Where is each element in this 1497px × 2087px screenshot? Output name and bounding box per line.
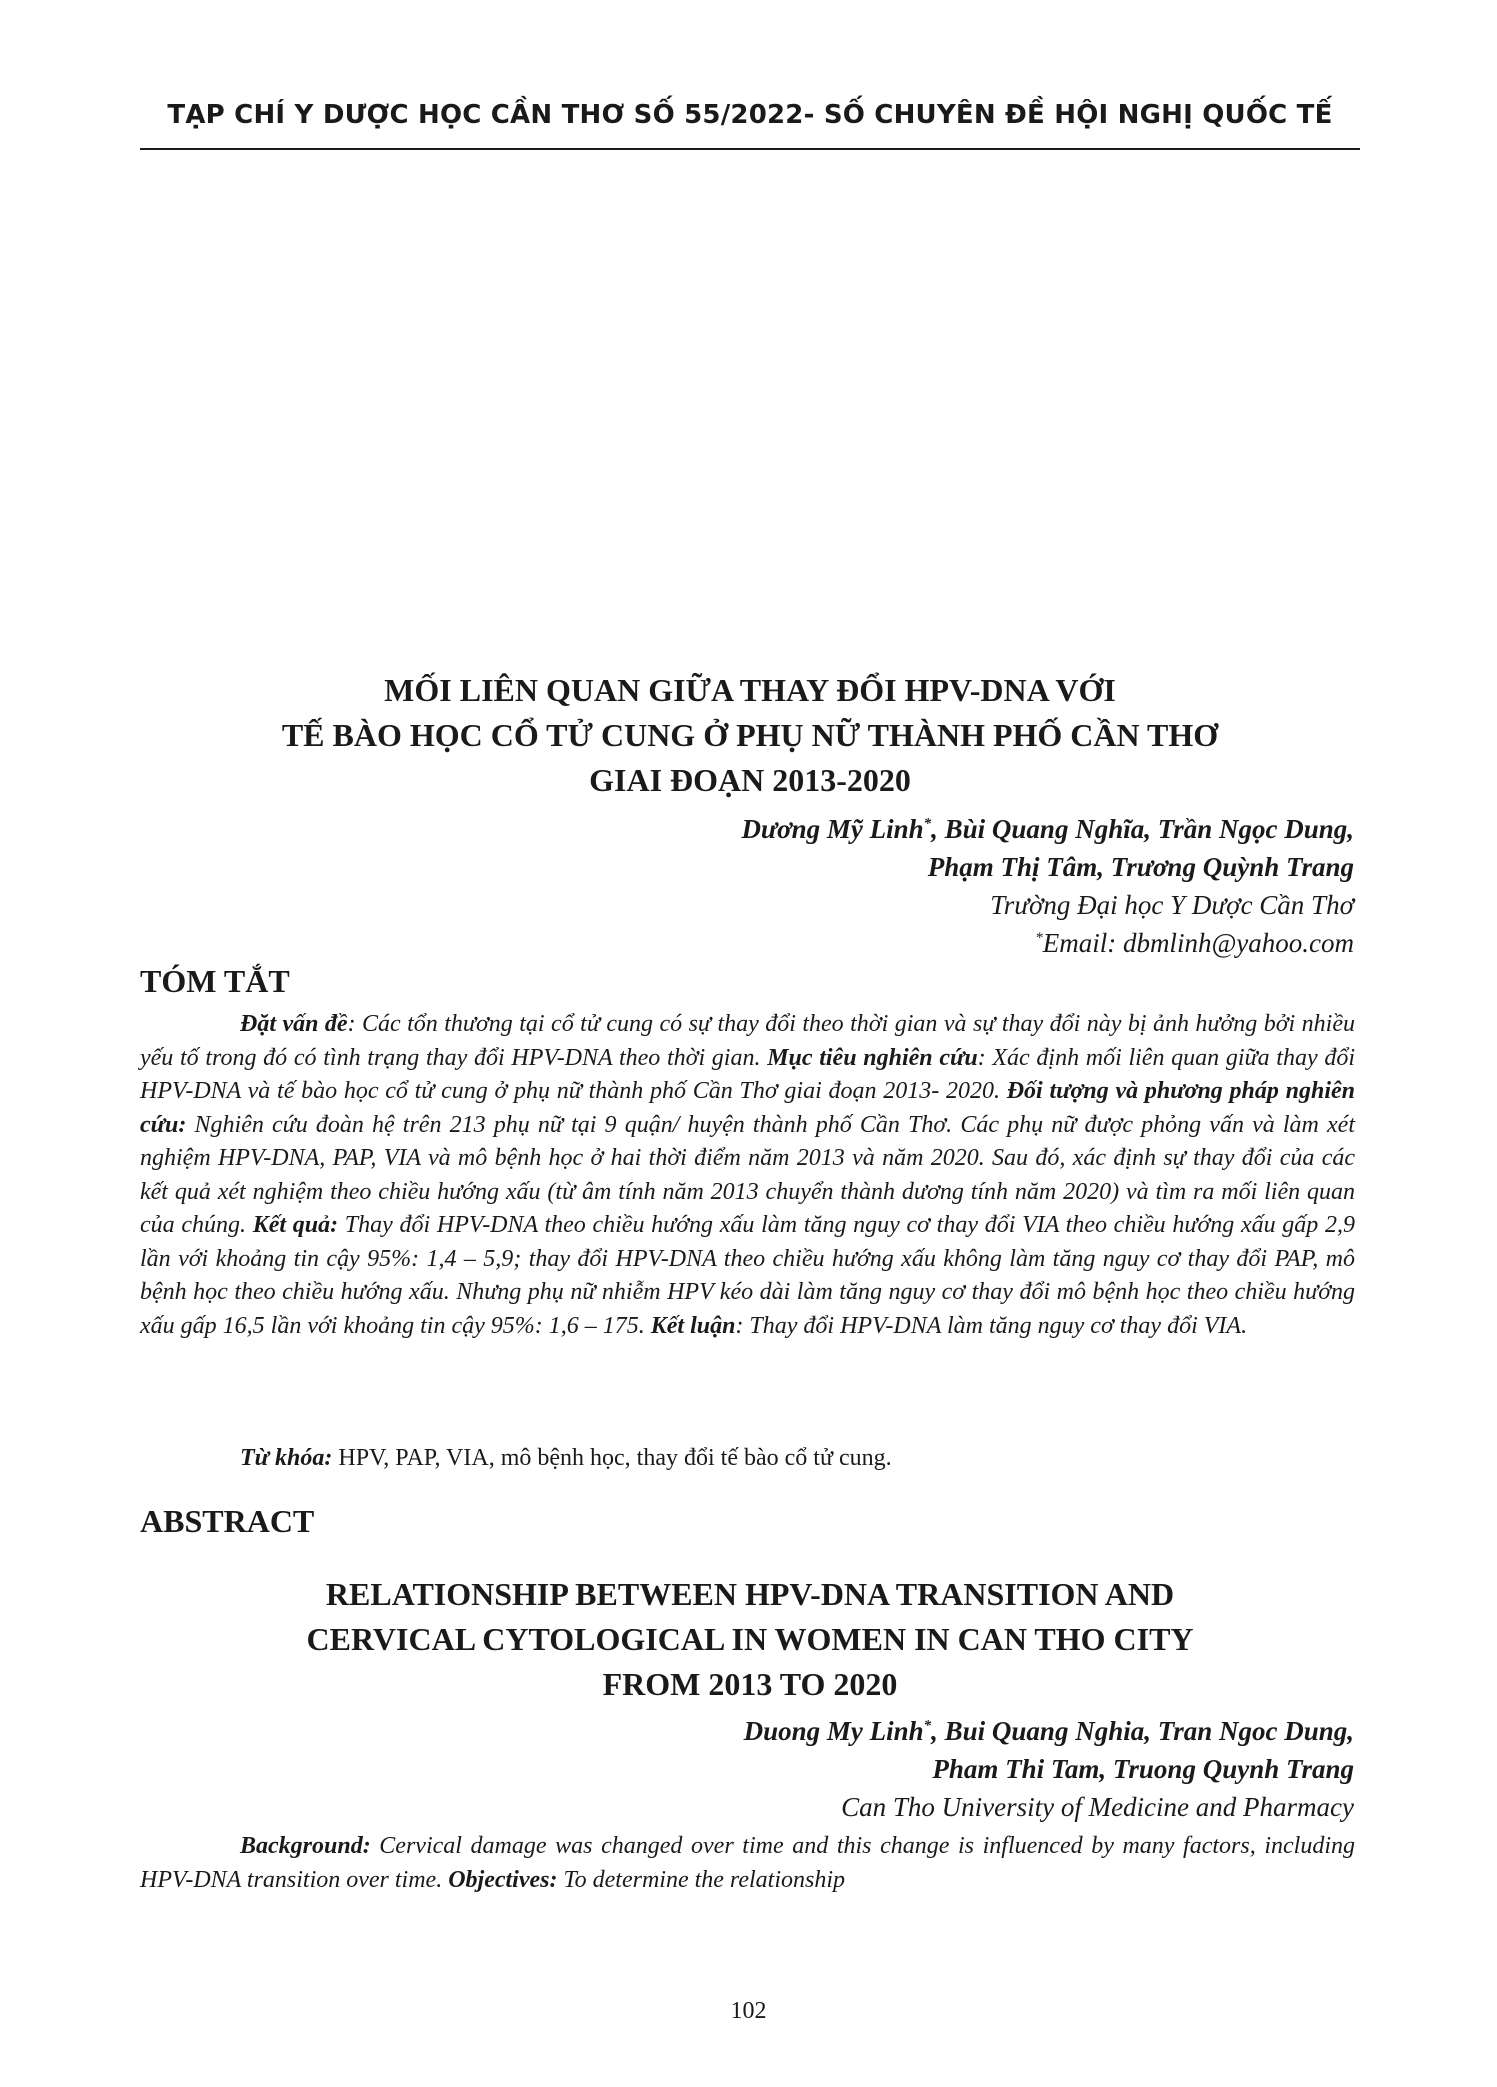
en-title-line: FROM 2013 TO 2020 [602,1666,898,1702]
en-corresponding-mark: * [923,1718,932,1734]
conclusion-text: : Thay đổi HPV-DNA làm tăng nguy cơ thay đổi VIA. [735,1312,1248,1339]
en-title-line: RELATIONSHIP BETWEEN HPV-DNA TRANSITION AND [325,1576,1175,1612]
results-text: Thay đổi HPV-DNA theo chiều hướng xấu làm tăng nguy cơ thay đổi VIA theo chiều hướng xấu gấp 2,9 lần với khoảng tin cậy 95%: 1,4 – 5,9; thay đổi HPV-DNA theo chiều hướng xấu không làm tăng nguy cơ thay đổi PAP, mô bệnh học theo chiều hướng xấu. Nhưng phụ nữ nhiễm HPV kéo dài làm tăng nguy cơ thay đổi mô bệnh học theo chiều hướng xấu gấp 16,5 lần với khoảng tin cậy 95%: 1,6 – 175. [140,1212,1356,1339]
vi-section-heading: TÓM TẮT [140,963,290,999]
en-objective-label: Objectives: [448,1866,558,1893]
corresponding-author: Dương Mỹ Linh [741,814,924,844]
objective-text: : Xác định mối liên quan giữa thay đổi HPV-DNA và tế bào học cổ tử cung ở phụ nữ thành phố Cần Thơ giai đoạn 2013- 2020. [140,1044,1355,1104]
vi-abstract-paragraph [140,1008,1355,1343]
en-authors [744,1712,1354,1788]
journal-header: TẠP CHÍ Y DƯỢC HỌC CẦN THƠ SỐ 55/2022- SỐ CHUYÊN ĐỀ HỘI NGHỊ QUỐC TẾ [167,100,1333,130]
en-title [140,1572,1360,1707]
background-label: Đặt vấn đề [240,1011,348,1037]
vi-authors-line [741,810,1354,848]
page-number: 102 [730,1998,767,2024]
vi-affiliation-name: Trường Đại học Y Dược Cần Thơ [990,890,1354,920]
vi-authors [741,810,1354,886]
en-affiliation: Can Tho University of Medicine and Pharmacy [841,1792,1354,1822]
results-label: Kết quả: [252,1212,339,1238]
en-objective-text: To determine the relationship [557,1866,846,1893]
en-title-line: CERVICAL CYTOLOGICAL IN WOMEN IN CAN THO CITY [306,1621,1194,1657]
corresponding-mark: * [923,816,932,832]
email-mark: * [1035,930,1043,946]
en-background-label: Background: [240,1833,371,1859]
header-rule [140,148,1360,150]
en-authors-line [744,1712,1354,1750]
vi-affiliation [990,886,1354,962]
vi-authors-line: Phạm Thị Tâm, Trương Quỳnh Trang [927,852,1354,882]
vi-keywords [240,1442,892,1476]
en-corresponding-author: Duong My Linh [743,1716,924,1746]
en-co-authors: , Bui Quang Nghia, Tran Ngoc Dung, [931,1716,1354,1746]
keywords-text: HPV, PAP, VIA, mô bệnh học, thay đổi tế bào cổ tử cung. [332,1445,892,1471]
co-authors: , Bùi Quang Nghĩa, Trần Ngọc Dung, [931,814,1354,844]
vi-email [990,924,1354,962]
conclusion-label: Kết luận [650,1312,736,1339]
vi-title-line: TẾ BÀO HỌC CỔ TỬ CUNG Ở PHỤ NỮ THÀNH PHỐ CẦN THƠ [281,717,1219,753]
en-abstract-paragraph [140,1830,1355,1897]
methods-label: Đối tượng và phương pháp nghiên cứu: [140,1078,1355,1138]
keywords-label: Từ khóa: [240,1445,333,1471]
vi-title-line: MỐI LIÊN QUAN GIỮA THAY ĐỔI HPV-DNA VỚI [384,672,1116,708]
background-text: : Các tổn thương tại cổ tử cung có sự thay đổi theo thời gian và sự thay đổi này bị ảnh hưởng bởi nhiều yếu tố trong đó có tình trạng thay đổi HPV-DNA theo thời gian. [140,1011,1355,1071]
email-address: Email: dbmlinh@yahoo.com [1042,928,1354,958]
en-background-text: Cervical damage was changed over time and this change is influenced by many factors, including HPV-DNA transition over time. [140,1833,1355,1893]
objective-label: Mục tiêu nghiên cứu [767,1044,978,1071]
en-section-heading: ABSTRACT [140,1503,315,1539]
en-authors-line: Pham Thi Tam, Truong Quynh Trang [932,1754,1354,1784]
vi-title-line: GIAI ĐOẠN 2013-2020 [589,762,911,798]
vi-title [140,668,1360,803]
methods-text: Nghiên cứu đoàn hệ trên 213 phụ nữ tại 9 quận/ huyện thành phố Cần Thơ. Các phụ nữ được phỏng vấn và làm xét nghiệm HPV-DNA, PAP, VIA và mô bệnh học ở hai thời điểm năm 2013 và năm 2020. Sau đó, xác định sự thay đổi của các kết quả xét nghiệm theo chiều hướng xấu (từ âm tính năm 2013 chuyển thành dương tính năm 2020) và tìm ra mối liên quan của chúng. [140,1111,1355,1238]
